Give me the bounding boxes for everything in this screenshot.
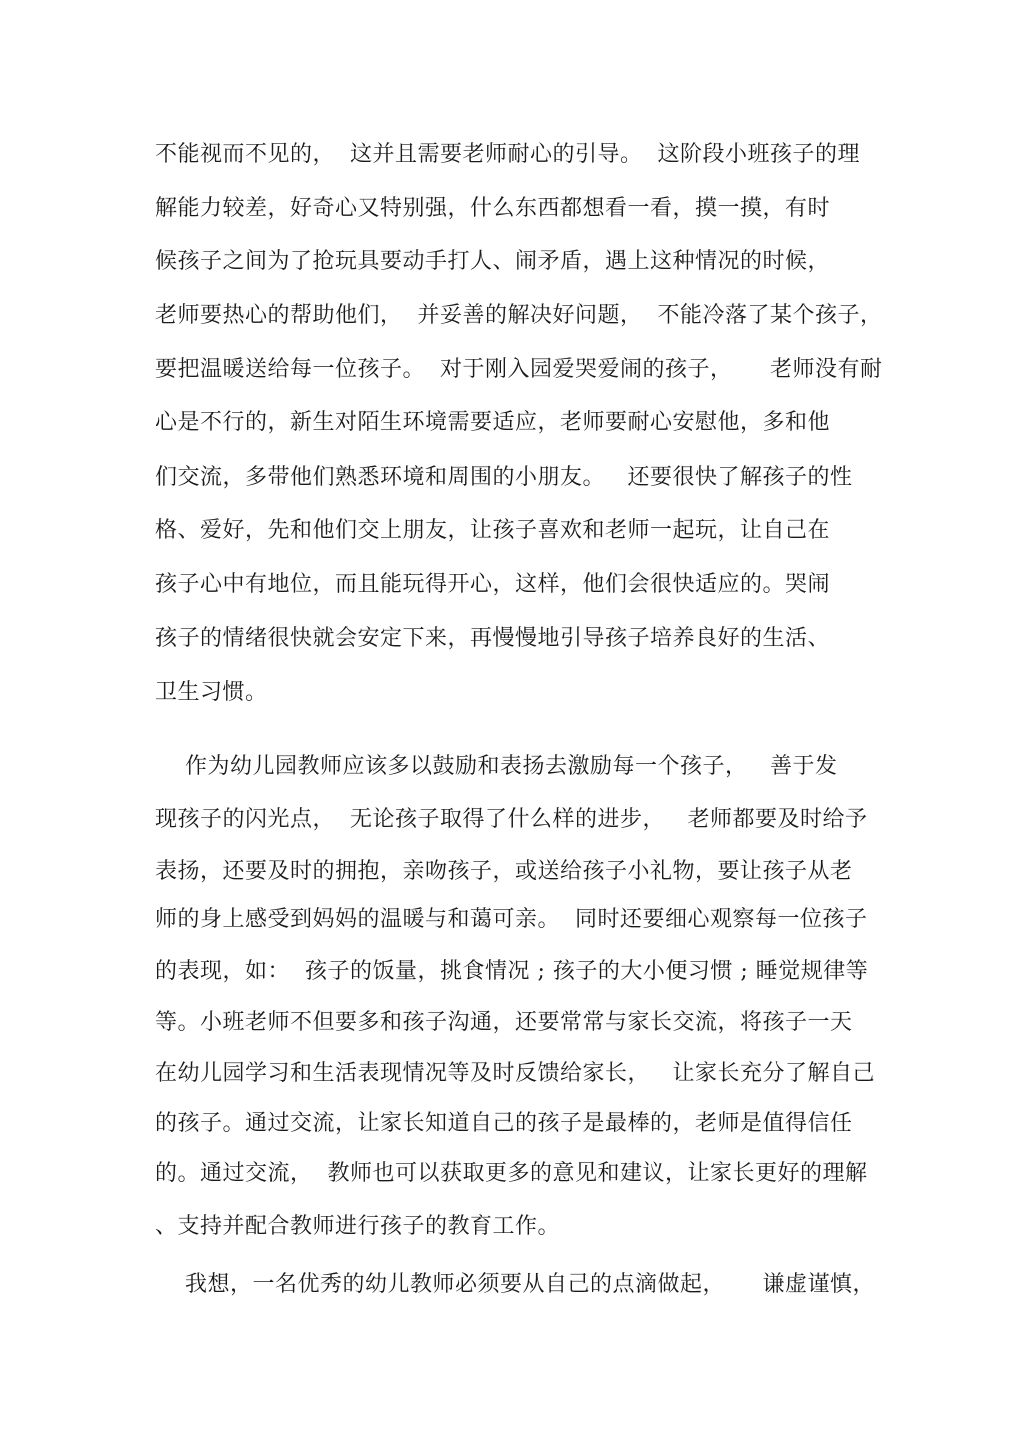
text-line: 、支持并配合教师进行孩子的教育工作。 bbox=[155, 1214, 561, 1239]
text-line: 卫生习惯。 bbox=[155, 680, 268, 705]
text-line: 的孩子。通过交流，让家长知道自己的孩子是最棒的，老师是值得信任 bbox=[155, 1111, 853, 1136]
text-line: 们交流，多带他们熟悉环境和周围的小朋友。 还要很快了解孩子的性 bbox=[155, 465, 853, 490]
text-line: 要把温暖送给每一位孩子。 对于刚入园爱哭爱闹的孩子， 老师没有耐 bbox=[155, 357, 883, 382]
text-line: 心是不行的，新生对陌生环境需要适应，老师要耐心安慰他，多和他 bbox=[155, 410, 831, 435]
text-line: 我想，一名优秀的幼儿教师必须要从自己的点滴做起， 谦虚谨慎， bbox=[155, 1272, 875, 1297]
text-line: 孩子心中有地位，而且能玩得开心，这样，他们会很快适应的。哭闹 bbox=[155, 572, 831, 597]
text-line: 师的身上感受到妈妈的温暖与和蔼可亲。 同时还要细心观察每一位孩子 bbox=[155, 907, 868, 932]
text-line: 在幼儿园学习和生活表现情况等及时反馈给家长， 让家长充分了解自己 bbox=[155, 1061, 875, 1086]
text-line: 解能力较差，好奇心又特别强，什么东西都想看一看，摸一摸，有时 bbox=[155, 196, 831, 221]
text-line: 不能视而不见的， 这并且需要老师耐心的引导。 这阶段小班孩子的理 bbox=[155, 142, 860, 167]
text-line: 老师要热心的帮助他们， 并妥善的解决好问题， 不能冷落了某个孩子， bbox=[155, 303, 883, 328]
text-line: 候孩子之间为了抢玩具要动手打人、闹矛盾，遇上这种情况的时候， bbox=[155, 249, 831, 274]
text-line: 的。通过交流， 教师也可以获取更多的意见和建议，让家长更好的理解 bbox=[155, 1161, 868, 1186]
text-line: 作为幼儿园教师应该多以鼓励和表扬去激励每一个孩子， 善于发 bbox=[155, 754, 838, 779]
text-line: 格、爱好，先和他们交上朋友，让孩子喜欢和老师一起玩，让自己在 bbox=[155, 518, 831, 543]
text-line: 孩子的情绪很快就会安定下来，再慢慢地引导孩子培养良好的生活、 bbox=[155, 626, 831, 651]
text-line: 现孩子的闪光点， 无论孩子取得了什么样的进步， 老师都要及时给予 bbox=[155, 807, 868, 832]
text-line: 等。小班老师不但要多和孩子沟通，还要常常与家长交流，将孩子一天 bbox=[155, 1010, 853, 1035]
text-line: 的表现，如： 孩子的饭量，挑食情况 ; 孩子的大小便习惯 ; 睡觉规律等 bbox=[155, 959, 869, 984]
text-line: 表扬，还要及时的拥抱，亲吻孩子，或送给孩子小礼物，要让孩子从老 bbox=[155, 859, 853, 884]
